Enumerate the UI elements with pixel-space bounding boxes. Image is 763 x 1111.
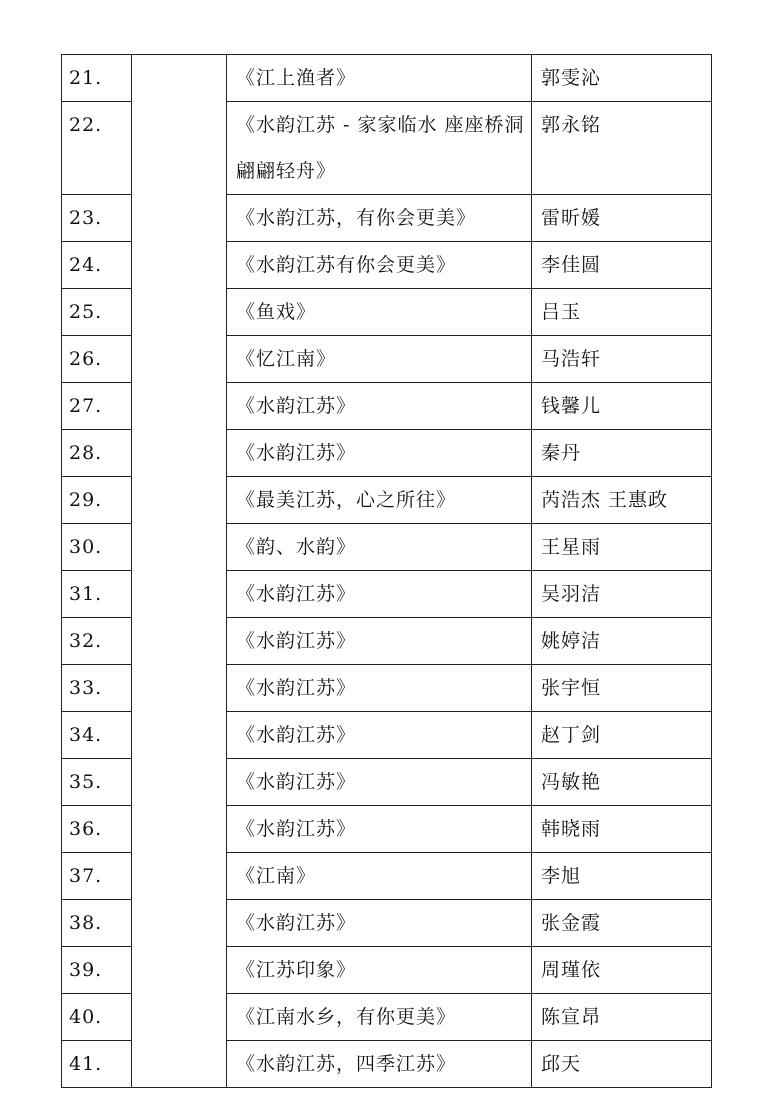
work-title: 《江南水乡，有你更美》 bbox=[227, 994, 532, 1041]
author-name: 吴羽洁 bbox=[532, 571, 712, 618]
row-number: 27. bbox=[62, 383, 132, 430]
author-name: 姚婷洁 bbox=[532, 618, 712, 665]
author-name: 韩晓雨 bbox=[532, 806, 712, 853]
work-title: 《韵、水韵》 bbox=[227, 524, 532, 571]
row-number: 30. bbox=[62, 524, 132, 571]
row-number: 33. bbox=[62, 665, 132, 712]
row-number: 32. bbox=[62, 618, 132, 665]
work-title: 《忆江南》 bbox=[227, 336, 532, 383]
work-title: 《水韵江苏》 bbox=[227, 759, 532, 806]
work-title: 《水韵江苏，有你会更美》 bbox=[227, 195, 532, 242]
work-title: 《水韵江苏》 bbox=[227, 900, 532, 947]
work-title: 《江苏印象》 bbox=[227, 947, 532, 994]
row-number: 36. bbox=[62, 806, 132, 853]
author-name: 郭雯沁 bbox=[532, 55, 712, 102]
row-number: 41. bbox=[62, 1041, 132, 1088]
work-title: 《水韵江苏》 bbox=[227, 618, 532, 665]
author-name: 冯敏艳 bbox=[532, 759, 712, 806]
work-title: 《水韵江苏》 bbox=[227, 665, 532, 712]
entries-table bbox=[61, 54, 712, 1088]
work-title: 《最美江苏，心之所往》 bbox=[227, 477, 532, 524]
author-name: 雷昕媛 bbox=[532, 195, 712, 242]
row-number: 35. bbox=[62, 759, 132, 806]
author-name: 钱馨儿 bbox=[532, 383, 712, 430]
work-title: 《江南》 bbox=[227, 853, 532, 900]
work-title: 《水韵江苏》 bbox=[227, 383, 532, 430]
author-name: 周瑾依 bbox=[532, 947, 712, 994]
row-number: 24. bbox=[62, 242, 132, 289]
work-title: 《水韵江苏》 bbox=[227, 712, 532, 759]
work-title: 《江上渔者》 bbox=[227, 55, 532, 102]
row-number: 29. bbox=[62, 477, 132, 524]
row-number: 26. bbox=[62, 336, 132, 383]
entries-table-body bbox=[62, 55, 712, 1088]
work-title: 《水韵江苏，四季江苏》 bbox=[227, 1041, 532, 1088]
author-name: 马浩轩 bbox=[532, 336, 712, 383]
author-name: 秦丹 bbox=[532, 430, 712, 477]
row-number: 37. bbox=[62, 853, 132, 900]
row-number: 34. bbox=[62, 712, 132, 759]
author-name: 王星雨 bbox=[532, 524, 712, 571]
author-name: 邱天 bbox=[532, 1041, 712, 1088]
row-number: 28. bbox=[62, 430, 132, 477]
row-number: 22. bbox=[62, 102, 132, 195]
category-cell bbox=[132, 55, 227, 1088]
author-name: 赵丁剑 bbox=[532, 712, 712, 759]
author-name: 李旭 bbox=[532, 853, 712, 900]
row-number: 40. bbox=[62, 994, 132, 1041]
row-number: 39. bbox=[62, 947, 132, 994]
work-title: 《水韵江苏 - 家家临水 座座桥洞 翩翩轻舟》 bbox=[227, 102, 532, 195]
author-name: 陈宣昂 bbox=[532, 994, 712, 1041]
row-number: 25. bbox=[62, 289, 132, 336]
author-name: 芮浩杰 王惠政 bbox=[532, 477, 712, 524]
author-name: 吕玉 bbox=[532, 289, 712, 336]
work-title: 《水韵江苏》 bbox=[227, 571, 532, 618]
table-row bbox=[62, 55, 712, 102]
row-number: 23. bbox=[62, 195, 132, 242]
work-title: 《水韵江苏》 bbox=[227, 806, 532, 853]
row-number: 38. bbox=[62, 900, 132, 947]
author-name: 张宇恒 bbox=[532, 665, 712, 712]
author-name: 张金霞 bbox=[532, 900, 712, 947]
row-number: 21. bbox=[62, 55, 132, 102]
work-title: 《水韵江苏有你会更美》 bbox=[227, 242, 532, 289]
work-title: 《水韵江苏》 bbox=[227, 430, 532, 477]
work-title: 《鱼戏》 bbox=[227, 289, 532, 336]
author-name: 郭永铭 bbox=[532, 102, 712, 195]
author-name: 李佳圆 bbox=[532, 242, 712, 289]
row-number: 31. bbox=[62, 571, 132, 618]
